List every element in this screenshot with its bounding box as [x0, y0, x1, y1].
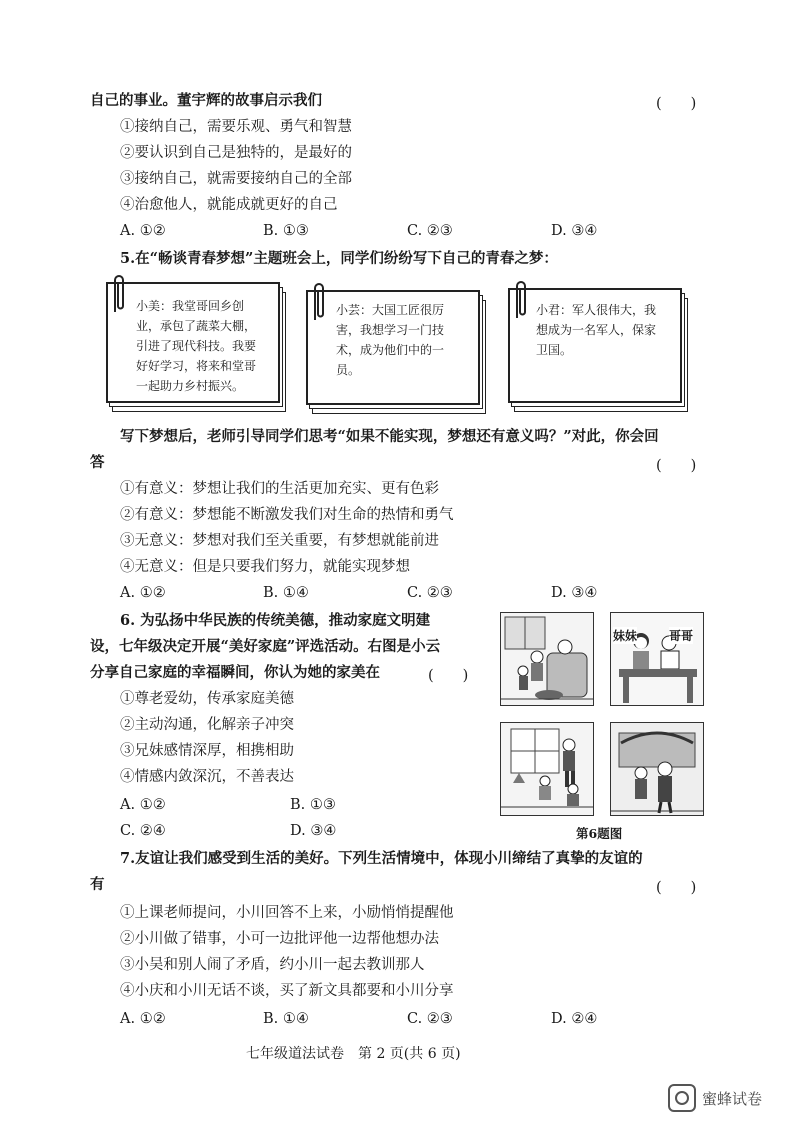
label-sister: 妹妹: [613, 629, 638, 643]
q5-stem: 5.在“畅谈青春梦想”主题班会上，同学们纷纷写下自己的青春之梦：: [120, 250, 558, 267]
q5-choice-c: C. ②③: [407, 585, 453, 601]
q4-choice-c: C. ②③: [407, 223, 453, 239]
q5-choice-b: B. ①④: [263, 585, 309, 601]
q7-option-1: ①上课老师提问，小川回答不上来，小励悄悄提醒他: [120, 905, 454, 921]
paperclip-icon: [512, 278, 530, 326]
q5-option-1: ①有意义：梦想让我们的生活更加充实、更有色彩: [120, 481, 439, 497]
dream-card-xiaomei: [106, 282, 286, 402]
q6-option-2: ②主动沟通，化解亲子冲突: [120, 717, 294, 733]
q7-stem-line1: 7.友谊让我们感受到生活的美好。下列生活情境中，体现小川缔结了真挚的友谊的: [120, 850, 643, 867]
q4-choice-b: B. ①③: [263, 223, 309, 239]
q7-choice-c: C. ②③: [407, 1011, 453, 1027]
card-text-xiaojun: 小君：军人很伟大，我想成为一名军人，保家卫国。: [536, 303, 657, 357]
q4-option-1: ①接纳自己，需要乐观、勇气和智慧: [120, 119, 352, 135]
dream-card-xiaojun: [508, 288, 688, 408]
brand-logo-icon: [668, 1084, 696, 1112]
q6-option-3: ③兄妹感情深厚，相携相助: [120, 743, 294, 759]
q7-option-4: ④小庆和小川无话不谈，买了新文具都要和小川分享: [120, 983, 454, 999]
q6-choice-c: C. ②④: [120, 823, 166, 839]
q7-option-3: ③小吴和别人闹了矛盾，约小川一起去教训那人: [120, 957, 425, 973]
paperclip-icon: [110, 272, 128, 320]
q5-choice-a: A. ①②: [120, 585, 166, 601]
card-text-xiaoyun: 小芸：大国工匠很厉害，我想学习一门技术，成为他们中的一员。: [336, 303, 445, 377]
q7-answer-paren: ( ): [656, 880, 697, 896]
page-footer: 七年级道法试卷 第 2 页(共 6 页): [246, 1046, 461, 1062]
family-picture-grandparents: [500, 612, 594, 706]
q6-choice-b: B. ①③: [290, 797, 336, 813]
q5-choice-d: D. ③④: [551, 585, 598, 601]
q5-option-4: ④无意义：但是只要我们努力，就能实现梦想: [120, 559, 410, 575]
q4-stem: 自己的事业。董宇辉的故事启示我们: [90, 92, 322, 109]
q6-stem-line2: 设，七年级决定开展“美好家庭”评选活动。右图是小云: [90, 638, 441, 655]
q4-option-3: ③接纳自己，就需要接纳自己的全部: [120, 171, 352, 187]
figure-caption: 第6题图: [576, 826, 623, 841]
q4-answer-paren: ( ): [656, 96, 697, 112]
q6-option-1: ①尊老爱幼，传承家庭美德: [120, 691, 294, 707]
q5-answer-paren: ( ): [656, 458, 697, 474]
card-text-xiaomei: 小美：我堂哥回乡创业，承包了蔬菜大棚，引进了现代科技。我要好好学习，将来和堂哥一起助力乡村振兴。: [136, 299, 257, 393]
q5-stem2-line2: 答: [90, 454, 105, 471]
dream-card-xiaoyun: [306, 290, 486, 410]
q7-choice-b: B. ①④: [263, 1011, 309, 1027]
family-picture-chores: [500, 722, 594, 816]
q4-option-4: ④治愈他人，就能成就更好的自己: [120, 197, 338, 213]
q4-option-2: ②要认识到自己是独特的，是最好的: [120, 145, 352, 161]
q4-choice-a: A. ①②: [120, 223, 166, 239]
q4-choice-d: D. ③④: [551, 223, 598, 239]
q7-option-2: ②小川做了错事，小可一边批评他一边帮他想办法: [120, 931, 439, 947]
q5-stem2-line1: 写下梦想后，老师引导同学们思考“如果不能实现，梦想还有意义吗？”对此，你会回: [120, 428, 659, 445]
watermark-text: 蜜蜂试卷: [702, 1089, 763, 1108]
family-picture-siblings: [610, 612, 704, 706]
q7-choice-d: D. ②④: [551, 1011, 598, 1027]
family-picture-outdoor: [610, 722, 704, 816]
q6-answer-paren: ( ): [428, 668, 469, 684]
paperclip-icon: [310, 280, 328, 328]
q5-option-3: ③无意义：梦想对我们至关重要，有梦想就能前进: [120, 533, 439, 549]
q6-choice-a: A. ①②: [120, 797, 166, 813]
q5-option-2: ②有意义：梦想能不断激发我们对生命的热情和勇气: [120, 507, 454, 523]
q6-choice-d: D. ③④: [290, 823, 337, 839]
label-brother: 哥哥: [669, 629, 694, 643]
q6-option-4: ④情感内敛深沉，不善表达: [120, 769, 294, 785]
q6-stem-line3: 分享自己家庭的幸福瞬间，你认为她的家美在: [90, 664, 380, 681]
watermark-brand: [668, 1084, 762, 1112]
q6-stem-line1: 6. 为弘扬中华民族的传统美德，推动家庭文明建: [120, 612, 431, 629]
q7-stem-line2: 有: [90, 876, 105, 893]
q7-choice-a: A. ①②: [120, 1011, 166, 1027]
